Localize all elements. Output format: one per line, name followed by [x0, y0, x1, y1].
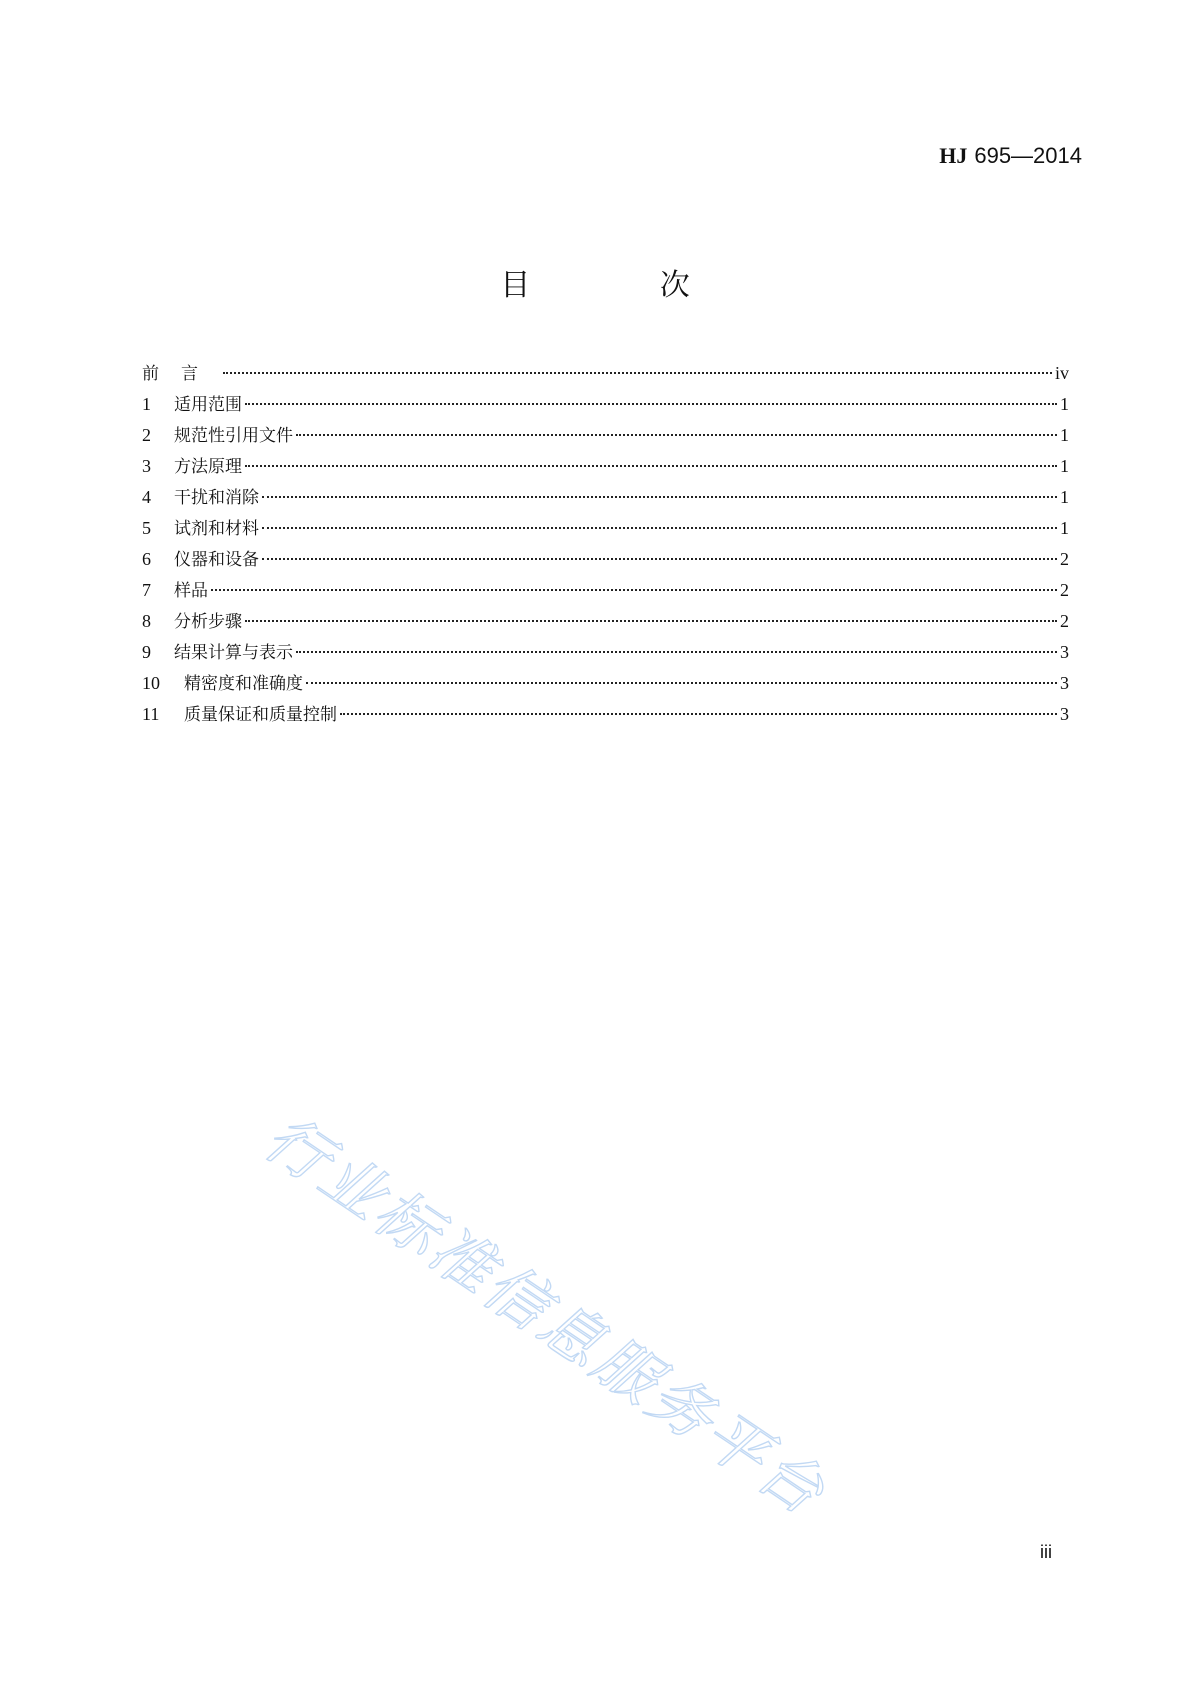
toc-entry-preface[interactable] [142, 358, 1069, 389]
toc-entry-label: 仪器和设备 [174, 550, 259, 570]
toc-entry-page: 1 [1060, 456, 1069, 476]
toc-entry-number: 10 [142, 673, 160, 693]
toc-entry-page: 3 [1060, 642, 1069, 662]
toc-entry-4[interactable] [142, 482, 1069, 513]
standard-number: 695—2014 [974, 143, 1082, 168]
page-number: iii [1040, 1542, 1052, 1562]
toc-entry-10[interactable] [142, 668, 1069, 699]
toc-entry-label: 前言 [142, 364, 220, 384]
standard-prefix: HJ [939, 143, 968, 168]
toc-entry-number: 8 [142, 611, 151, 631]
dot-leader [262, 496, 1057, 498]
toc-title: 目 次 [500, 268, 750, 303]
toc-entry-number: 3 [142, 456, 151, 476]
toc-entry-page: 1 [1060, 425, 1069, 445]
dot-leader [296, 651, 1057, 653]
toc-entry-page: iv [1054, 363, 1069, 383]
toc-entry-label: 结果计算与表示 [174, 643, 293, 663]
toc-entry-6[interactable] [142, 544, 1069, 575]
toc-entry-page: 3 [1060, 673, 1069, 693]
toc-entry-label: 方法原理 [174, 457, 242, 477]
toc-entry-label: 规范性引用文件 [174, 426, 293, 446]
toc-entry-number: 7 [142, 580, 151, 600]
toc-entry-page: 1 [1060, 394, 1069, 414]
toc-entry-label: 分析步骤 [174, 612, 242, 632]
toc-entry-number: 11 [142, 704, 160, 724]
toc-entry-number: 1 [142, 394, 151, 414]
toc-entry-3[interactable] [142, 451, 1069, 482]
dot-leader [296, 434, 1057, 436]
toc-entry-number: 6 [142, 549, 151, 569]
toc-entry-number: 5 [142, 518, 151, 538]
toc-entry-label: 干扰和消除 [174, 488, 259, 508]
dot-leader [211, 589, 1057, 591]
toc-entry-label: 样品 [174, 581, 208, 601]
dot-leader [262, 527, 1057, 529]
dot-leader [245, 403, 1057, 405]
toc-entry-8[interactable] [142, 606, 1069, 637]
toc-entry-page: 2 [1060, 580, 1069, 600]
toc-entry-page: 2 [1060, 549, 1069, 569]
toc-entry-9[interactable] [142, 637, 1069, 668]
toc-entry-label: 试剂和材料 [174, 519, 259, 539]
table-of-contents [142, 358, 1069, 730]
toc-entry-label: 质量保证和质量控制 [184, 705, 337, 725]
dot-leader [340, 713, 1057, 715]
standard-code [939, 143, 1082, 169]
toc-entry-page: 1 [1060, 518, 1069, 538]
toc-entry-1[interactable] [142, 389, 1069, 420]
toc-entry-11[interactable] [142, 699, 1069, 730]
toc-entry-page: 2 [1060, 611, 1069, 631]
toc-entry-label: 精密度和准确度 [184, 674, 303, 694]
toc-entry-5[interactable] [142, 513, 1069, 544]
toc-entry-page: 3 [1060, 704, 1069, 724]
toc-entry-page: 1 [1060, 487, 1069, 507]
dot-leader [262, 558, 1057, 560]
dot-leader [223, 372, 1052, 374]
dot-leader [306, 682, 1057, 684]
toc-entry-2[interactable] [142, 420, 1069, 451]
watermark-text: 行业标准信息服务平台 [251, 1100, 840, 1531]
toc-entry-label: 适用范围 [174, 395, 242, 415]
toc-entry-number: 2 [142, 425, 151, 445]
toc-entry-7[interactable] [142, 575, 1069, 606]
dot-leader [245, 620, 1057, 622]
toc-entry-number: 9 [142, 642, 151, 662]
dot-leader [245, 465, 1057, 467]
toc-entry-number: 4 [142, 487, 151, 507]
